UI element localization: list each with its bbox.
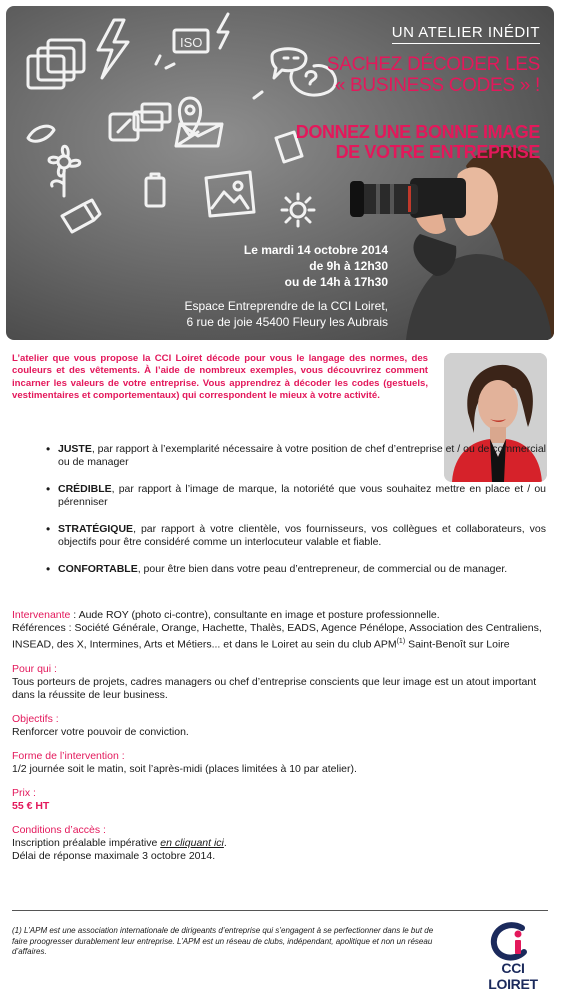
benefit-text: , par rapport à votre clientèle, vos fournisseurs, vos collègues et collaborateurs, vos objectifs pour être considéré comme un interlocuteur valable et fiable. [58, 523, 546, 548]
conditions-end: . [223, 836, 227, 849]
section-body: 1/2 journée soit le matin, soit l’après-midi (places limitées à 10 par atelier). [12, 762, 357, 775]
footnote-marker: (1) [396, 638, 406, 645]
usb-icon [62, 200, 100, 232]
list-item [46, 483, 546, 509]
location-line: 6 rue de joie 45400 Fleury les Aubrais [186, 315, 388, 329]
image-frame-icon [206, 172, 254, 216]
section-label: Forme de l’intervention : [12, 749, 125, 762]
cci-logo-icon [478, 922, 548, 962]
section-label: Pour qui : [12, 662, 57, 675]
subheadline-line: DONNEZ UNE BONNE IMAGE [295, 122, 540, 142]
footnote: (1) L’APM est une association internationale de dirigeants d’entreprise qui s’engagent à se perfectionner dans le but de faire proogresser durablement leur entreprise. L’APM est un réseau de clubs, indépendant, apolitique et non un réseau d’affaires. [12, 926, 434, 956]
lightning-icon [98, 20, 128, 78]
cci-loiret-logo [478, 922, 548, 992]
headline-line: « BUSINESS CODES » ! [334, 75, 540, 96]
lightning-icon [218, 14, 228, 48]
sun-icon [282, 194, 314, 226]
conditions-text: Inscription préalable impérative [12, 836, 161, 849]
leaf-icon [28, 126, 54, 141]
event-location [185, 298, 388, 330]
iso-label: ISO [180, 35, 203, 50]
benefit-term: STRATÉGIQUE [58, 523, 134, 535]
time-line: de 9h à 12h30 [309, 259, 388, 273]
photo-stack-icon [28, 40, 84, 88]
banner-headline [327, 54, 540, 96]
benefit-term: CONFORTABLE [58, 563, 138, 575]
section-body: Renforcer votre pouvoir de conviction. [12, 725, 189, 738]
deadline-text: Délai de réponse maximale 3 octobre 2014. [12, 849, 216, 862]
section-pour-qui [12, 663, 548, 702]
header-banner [6, 6, 554, 340]
headline-line: SACHEZ DÉCODER LES [326, 54, 540, 75]
section-label: Conditions d’accès : [12, 823, 106, 836]
event-dates [244, 242, 388, 290]
battery-icon [146, 178, 164, 206]
register-link[interactable]: en cliquant ici [160, 836, 224, 849]
intervenante-text: : Aude ROY (photo ci-contre), consultante en image et posture professionnelle. [70, 609, 440, 621]
section-objectifs [12, 713, 548, 739]
list-item [46, 523, 546, 549]
time-line: ou de 14h à 17h30 [284, 275, 388, 289]
intro-paragraph: L’atelier que vous propose la CCI Loiret décode pour vous le langage des normes, des couleurs et des vêtements. À l’aide de nombreux exemples, vous découvrirez comment incarner les valeurs de votre entreprise. Vous apprendrez à décoder les codes (gestuels, vestimentaires et comportementaux) qui correspondent le mieux à votre activité. [12, 353, 428, 402]
list-item [46, 443, 546, 469]
logo-text: CCI LOIRET [488, 960, 538, 992]
envelope-icon [176, 124, 222, 146]
benefit-term: CRÉDIBLE [58, 483, 112, 495]
benefit-text: , par rapport à l’image de marque, la notoriété que vous souhaitez mettre en place et / ou pérenniser [58, 483, 546, 508]
section-intervenante [12, 609, 548, 652]
banner-kicker: UN ATELIER INÉDIT [392, 24, 540, 44]
section-label: Objectifs : [12, 712, 59, 725]
benefit-term: JUSTE [58, 443, 92, 455]
section-label: Intervenante [12, 609, 71, 621]
benefit-text: , par rapport à l’exemplarité nécessaire à votre position de chef d’entreprise et / ou de commercial ou de manager [58, 443, 546, 468]
price-value: 55 € HT [12, 799, 50, 812]
flower-icon [49, 146, 80, 196]
footer-divider [12, 910, 548, 911]
list-item [46, 563, 546, 576]
location-line: Espace Entreprendre de la CCI Loiret, [184, 299, 388, 313]
benefit-text: , pour être bien dans votre peau d’entrepreneur, de commercial ou de manager. [137, 563, 508, 575]
section-conditions [12, 824, 548, 863]
section-label: Prix : [12, 786, 36, 799]
details-sections [12, 609, 548, 874]
references-text: Références : Société Générale, Orange, Hachette, Thalès, EADS, Agence Pénélope, Association des Centraliens, INSEAD, des X, Intermines, Arts et Métiers... et dans le Loiret au sein du club APM [12, 622, 542, 651]
section-forme [12, 750, 548, 776]
date-line: Le mardi 14 octobre 2014 [243, 243, 388, 257]
references-end-text: Saint-Benoît sur Loire [405, 638, 510, 651]
section-body: Tous porteurs de projets, cadres managers ou chef d’entreprise conscients que leur image est un atout important dans la réussite de leur business. [12, 675, 537, 701]
section-prix [12, 787, 548, 813]
speech-bubble-icon [272, 49, 306, 78]
subheadline-line: DE VOTRE ENTREPRISE [335, 142, 540, 162]
benefit-list [46, 443, 546, 590]
banner-subheadline [296, 122, 540, 162]
